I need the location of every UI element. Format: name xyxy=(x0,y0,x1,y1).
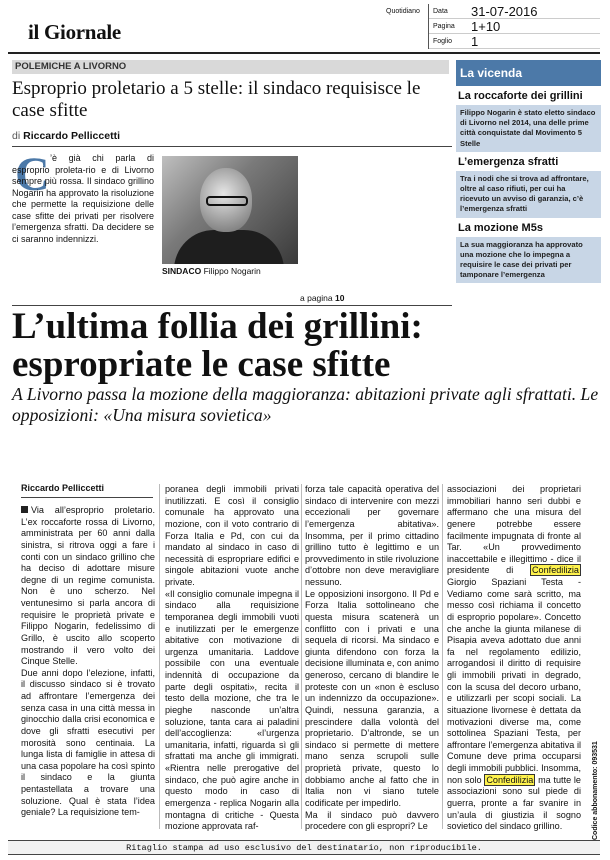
sidebar-section-title: La roccaforte dei grillini xyxy=(458,90,583,102)
sidebar-section-text: La sua maggioranza ha approvato una mozione che lo impegna a requisire le case dei privati per tamponare l’emergenza xyxy=(456,237,601,284)
bullet-icon xyxy=(21,506,28,513)
subscription-code-text: Codice abbonamento: 093531 xyxy=(592,741,599,840)
article-column-4 xyxy=(447,484,581,833)
page-ref-number: 10 xyxy=(335,293,345,303)
intro-text: ’è già chi parla di esproprio proleta-rio e di Livorno sempre più rossa. Il sindaco grillino Nogarin ha approvato la risoluzione che permette la requisizione delle case sfitte dei privati per risolvere l’emergenza sfratti. Da decidere se ci saranno indennizzi. xyxy=(12,153,154,244)
article-column-3: forza tale capacità operativa del sindaco di intervenire con mezzi eccezionali per governare l’emergenza abitativa». Insomma, per il primo cittadino grillino tutto è legittimo e un provvedimento in stile rivoluzione d’ottobre non deve meravigliare nessuno. Le opposizioni insorgono. Il Pd e Forza Italia sottolineano che questa misura scatenerà un conflitto con i privati e una sequela di ricorsi. Ma sindaco e giunta difendono con forza la decisione illuminata e, con animo generoso, cercano di blandire le proteste con un «non è escluso un indennizzo da occupazione». Quindi, nessuna garanzia, a prescindere dalla volontà del proprietario. D’altronde, se un sindaco si permette di mettere mano senza scrupoli sulle proprietà private, questo lo dobbiamo anche al fatto che in Italia non vi siano tutele codificate per impedirlo. Ma il sindaco può davvero procedere con gli espropri? Le xyxy=(305,484,439,832)
byline-name: Riccardo Pelliccetti xyxy=(23,130,120,142)
drop-cap: C xyxy=(15,148,50,201)
column-divider xyxy=(442,484,443,829)
meta-value: 1+10 xyxy=(471,18,501,34)
highlighted-term: Confedilizia xyxy=(531,565,579,576)
column-divider xyxy=(301,484,302,829)
page-reference xyxy=(300,293,344,303)
main-subheadline: A Livorno passa la mozione della maggioranza: abitazioni private agli sfrattati. Le opposizioni: «Una misura sovietica» xyxy=(12,384,599,425)
mayor-photo xyxy=(162,156,298,264)
column-text: Via all’esproprio proletario. L’ex roccaforte rossa di Livorno, amministrata per 60 anni dalla sinistra, si ritrova oggi a fare i conti con un sindaco grillino che ha deciso di adottare misure degne di un regime comunista. Non è uno scherzo. Nel ventunesimo si parla ancora di requisire le proprietà private e Filippo Nogarin, fedelissimo di Grillo, è uscito allo scoperto mostrando il vero volto dei Cinque Stelle. Due anni dopo l’elezione, infatti, il discusso sindaco si è trovato ad affrontare l’emergenza dei senza casa in una città messa in ginocchio dalla crisi economica e dove gli sfratti esecutivi per morosità sono centinaia. La lunga lista di famiglie in attesa di una casa popolare ha così spinto il sindaco e la giunta pentastellata a trovare una soluzione. Qual è stata l’idea geniale? La requisizione tem- xyxy=(21,505,155,818)
meta-row-date xyxy=(429,4,600,19)
column-text: associazioni dei proprietari immobiliari hanno seri dubbi e affermano che una misura del genere potrebbe essere facilmente impugnata di fronte al Tar. «Un provvedimento inaccettabile e illegittimo - dice il presidente di xyxy=(447,484,581,576)
masthead: il Giornale xyxy=(28,20,121,44)
caption-label: SINDACO xyxy=(162,266,202,276)
metadata-table xyxy=(428,4,600,49)
column-text: Giorgio Spaziani Testa - Vediamo come sarà scritto, ma messo così richiama il concetto di esproprio popolare». Concetto che anche la giunta milanese di Pisapia aveva adottato due anni fa nel regolamento edilizio, arrogandosi il diritto di requisire gli immobili privati in degrado, con la scusa del decoro urbano, e utilizzarli per scopi sociali. La situazione livornese è dettata da motivazioni diverse ma, come sottolinea Spaziani Testa, per affrontare l’emergenza abitativa il Comune deve prima occuparsi degli immobili pubblici. Insomma, non solo xyxy=(447,577,581,785)
publication-type: Quotidiano xyxy=(386,8,420,15)
sidebar-section xyxy=(456,90,601,152)
header-divider xyxy=(8,52,600,54)
sidebar-la-vicenda xyxy=(456,60,601,305)
sidebar-section xyxy=(456,222,601,284)
section-kicker: POLEMICHE A LIVORNO xyxy=(12,60,449,74)
byline-prefix: di xyxy=(12,130,21,142)
byline-divider xyxy=(21,497,153,498)
top-article-byline xyxy=(12,130,120,142)
footer-notice: Ritaglio stampa ad uso esclusivo del destinatario, non riproducibile. xyxy=(8,840,600,855)
photo-figure-body xyxy=(174,230,284,264)
main-byline: Riccardo Pelliccetti xyxy=(21,483,105,493)
meta-value: 1 xyxy=(471,33,479,49)
sidebar-section-text: Tra i nodi che si trova ad affrontare, oltre al caso rifiuti, per cui ha ricevuto un avviso di garanzia, c’è l’emergenza sfratti xyxy=(456,171,601,218)
sidebar-section-title: L’emergenza sfratti xyxy=(458,155,559,168)
main-headline: L’ultima follia dei grillini: espropriate le case sfitte xyxy=(12,306,423,385)
page-ref-prefix: a pagina xyxy=(300,293,333,303)
highlighted-term: Confedilizia xyxy=(486,774,534,785)
meta-row-sheet xyxy=(429,34,600,49)
article-column-2: poranea degli immobili privati inutilizzati. E così il consiglio comunale ha approvato una mozione, con il voto contrario di Forza Italia e Pd, con cui da mandato al sindaco in caso di necessità di espropriare edifici e singole abitazioni vuote anche private. «Il consiglio comunale impegna il sindaco alla requisizione temporanea degli immobili vuoti e inutilizzati per le emergenze abitative con motivazione di urgenza umanitaria. Laddove possibile con una eventuale indennità di occupazione da parte degli ospitati», recita il testo della mozione, che tra le pieghe nasconde un’altra soluzione, tanta cara ai paladini dell’accoglienza: «l’urgenza umanitaria, infatti, riguarda sì gli sfrattati ma anche gli immigrati. «Rientra nelle prerogative del sindaco, che può agire anche in questo modo in caso di emergenza - replica Nogarin alla montagna di critiche - Questa mozione approvata raf- xyxy=(165,484,299,832)
photo-figure-glasses xyxy=(206,196,248,206)
subscription-code xyxy=(590,741,602,840)
meta-key: Foglio xyxy=(433,37,453,45)
meta-key: Data xyxy=(433,7,448,15)
meta-row-page xyxy=(429,19,600,34)
column-text: ma tutte le associazioni sono sul piede di guerra, pronte a far svanire in un’aula di giustizia il sogno sovietico del sindaco grillino. xyxy=(447,774,581,832)
photo-caption xyxy=(162,266,261,276)
sidebar-header: La vicenda xyxy=(456,60,601,86)
meta-key: Pagina xyxy=(433,22,455,30)
caption-name: Filippo Nogarin xyxy=(203,266,261,276)
sidebar-section-text: Filippo Nogarin è stato eletto sindaco di Livorno nel 2014, una delle prime città conquistate dal Movimento 5 Stelle xyxy=(456,105,601,152)
column-divider xyxy=(159,484,160,829)
meta-value: 31-07-2016 xyxy=(471,3,538,19)
divider xyxy=(12,146,452,147)
sidebar-section-title: La mozione M5s xyxy=(458,221,543,234)
top-article-intro xyxy=(12,148,154,245)
sidebar-section xyxy=(456,156,601,218)
article-column-1 xyxy=(21,505,155,819)
top-article-title: Esproprio proletario a 5 stelle: il sindaco requisisce le case sfitte xyxy=(12,78,421,121)
